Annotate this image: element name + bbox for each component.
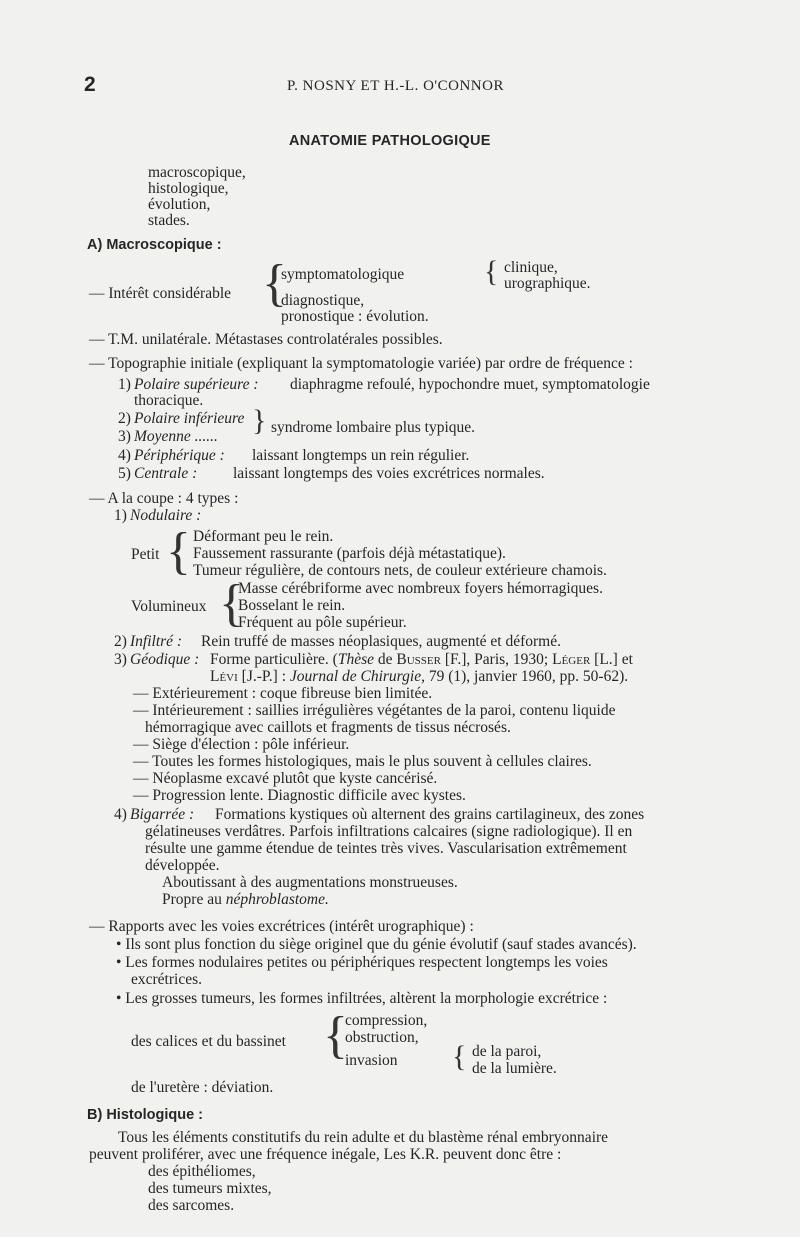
calices-item: invasion [345, 1052, 398, 1069]
topo-name: Polaire inférieure [134, 410, 245, 427]
geodique-bullet: — Extérieurement : coque fibreuse bien limitée. [133, 685, 433, 702]
coupe-num: 4) [114, 806, 127, 823]
brace: { [219, 575, 244, 632]
intro-item: macroscopique, [148, 164, 246, 181]
petit-item: Déformant peu le rein. [193, 528, 334, 545]
petit-item: Tumeur régulière, de contours nets, de couleur extérieure chamois. [193, 562, 607, 579]
geodique-bullet: — Néoplasme excavé plutôt que kyste cancérisé. [133, 770, 438, 787]
histo-text: peuvent proliférer, avec une fréquence inégale, Les K.R. peuvent donc être : [89, 1146, 562, 1163]
topo-text-cont: thoracique. [134, 392, 204, 409]
geodique-bullet: — Siège d'élection : pôle inférieur. [133, 736, 350, 753]
tm-line: — T.M. unilatérale. Métastases controlatérales possibles. [89, 331, 443, 348]
topo-num: 3) [118, 428, 131, 445]
topo-num: 5) [118, 465, 131, 482]
interet-sub-item: urographique. [504, 275, 591, 292]
uretere-line: de l'uretère : déviation. [131, 1079, 274, 1096]
bigarree-text: développée. [145, 857, 220, 874]
coupe-name: Bigarrée : [130, 806, 195, 823]
coupe-num: 3) [114, 651, 127, 668]
topo-num: 2) [118, 410, 131, 427]
intro-item: évolution, [148, 196, 211, 213]
invasion-item: de la paroi, [472, 1043, 542, 1060]
topo-text: syndrome lombaire plus typique. [271, 419, 476, 436]
volumineux-label: Volumineux [131, 598, 207, 615]
coupe-intro: — A la coupe : 4 types : [89, 490, 239, 507]
brace: { [452, 1040, 467, 1073]
brace: { [166, 523, 191, 580]
volumineux-item: Fréquent au pôle supérieur. [238, 614, 407, 631]
geodique-ref-cont: Lévi [J.-P.] : Journal de Chirurgie, 79 (1), janvier 1960, pp. 50-62). [210, 668, 629, 685]
coupe-num: 2) [114, 633, 127, 650]
interet-item: pronostique : évolution. [281, 308, 429, 325]
brace: { [262, 255, 287, 312]
topo-name: Polaire supérieure : [134, 376, 259, 393]
calices-label: des calices et du bassinet [131, 1033, 286, 1050]
rapports-bullet: • Ils sont plus fonction du siège originel que du génie évolutif (sauf stades avancés). [116, 936, 637, 953]
coupe-name: Nodulaire : [130, 507, 202, 524]
geodique-ref: Forme particulière. (Thèse de Busser [F.], Paris, 1930; Léger [L.] et [210, 651, 633, 668]
coupe-name: Infiltré : [130, 633, 183, 650]
geodique-bullet: — Toutes les formes histologiques, mais le plus souvent à cellules claires. [133, 753, 592, 770]
coupe-text: Rein truffé de masses néoplasiques, augmenté et déformé. [201, 633, 561, 650]
topo-num: 1) [118, 376, 131, 393]
volumineux-item: Masse cérébriforme avec nombreux foyers hémorragiques. [238, 580, 603, 597]
histo-text: Tous les éléments constitutifs du rein adulte et du blastème rénal embryonnaire [118, 1129, 609, 1146]
interet-item: diagnostique, [281, 292, 365, 309]
topo-name: Périphérique : [134, 447, 225, 464]
rapports-intro: — Rapports avec les voies excrétrices (intérêt urographique) : [89, 918, 474, 935]
bigarree-text: gélatineuses verdâtres. Parfois infiltrations calcaires (signe radiologique). Il en [145, 823, 633, 840]
topo-text: laissant longtemps un rein régulier. [252, 447, 470, 464]
page-number: 2 [84, 73, 96, 96]
histo-item: des épithéliomes, [148, 1163, 256, 1180]
coupe-name: Géodique : [130, 651, 200, 668]
intro-item: stades. [148, 212, 190, 229]
topo-name: Moyenne ...... [134, 428, 218, 445]
histo-item: des sarcomes. [148, 1197, 235, 1214]
brace: { [323, 1007, 348, 1064]
histo-item: des tumeurs mixtes, [148, 1180, 272, 1197]
topo-text: laissant longtemps des voies excrétrices normales. [233, 465, 545, 482]
bigarree-text: Propre au néphroblastome. [162, 891, 329, 908]
invasion-item: de la lumière. [472, 1060, 557, 1077]
section-b-heading: B) Histologique : [87, 1107, 203, 1123]
bigarree-text: Formations kystiques où alternent des grains cartilagineux, des zones [215, 806, 645, 823]
intro-item: histologique, [148, 180, 229, 197]
running-head: P. NOSNY ET H.-L. O'CONNOR [287, 78, 504, 94]
geodique-bullet-cont: hémorragique avec caillots et fragments de tissus nécrosés. [145, 719, 511, 736]
coupe-num: 1) [114, 507, 127, 524]
rapports-bullet-cont: excrétrices. [131, 971, 202, 988]
brace: } [252, 404, 267, 437]
section-title: ANATOMIE PATHOLOGIQUE [289, 133, 491, 149]
interet-item: symptomatologique [281, 266, 405, 283]
rapports-bullet: • Les formes nodulaires petites ou périphériques respectent longtemps les voies [116, 954, 608, 971]
bigarree-text: résulte une gamme étendue de teintes très vives. Vascularisation extrêmement [145, 840, 627, 857]
petit-label: Petit [131, 546, 160, 563]
topo-text: diaphragme refoulé, hypochondre muet, symptomatologie [290, 376, 650, 393]
topo-num: 4) [118, 447, 131, 464]
brace: { [484, 255, 499, 288]
volumineux-item: Bosselant le rein. [238, 597, 346, 614]
topo-intro: — Topographie initiale (expliquant la symptomatologie variée) par ordre de fréquence : [89, 355, 633, 372]
topo-name: Centrale : [134, 465, 198, 482]
interet-sub-item: clinique, [504, 259, 558, 276]
geodique-bullet: — Intérieurement : saillies irrégulières végétantes de la paroi, contenu liquide [133, 702, 616, 719]
geodique-bullet: — Progression lente. Diagnostic difficile avec kystes. [133, 787, 466, 804]
bigarree-text: Aboutissant à des augmentations monstrueuses. [162, 874, 458, 891]
interet-label: — Intérêt considérable [89, 285, 232, 302]
calices-item: compression, [345, 1012, 428, 1029]
rapports-bullet: • Les grosses tumeurs, les formes infiltrées, altèrent la morphologie excrétrice : [116, 990, 608, 1007]
petit-item: Faussement rassurante (parfois déjà métastatique). [193, 545, 506, 562]
section-a-heading: A) Macroscopique : [87, 237, 222, 253]
calices-item: obstruction, [345, 1029, 419, 1046]
